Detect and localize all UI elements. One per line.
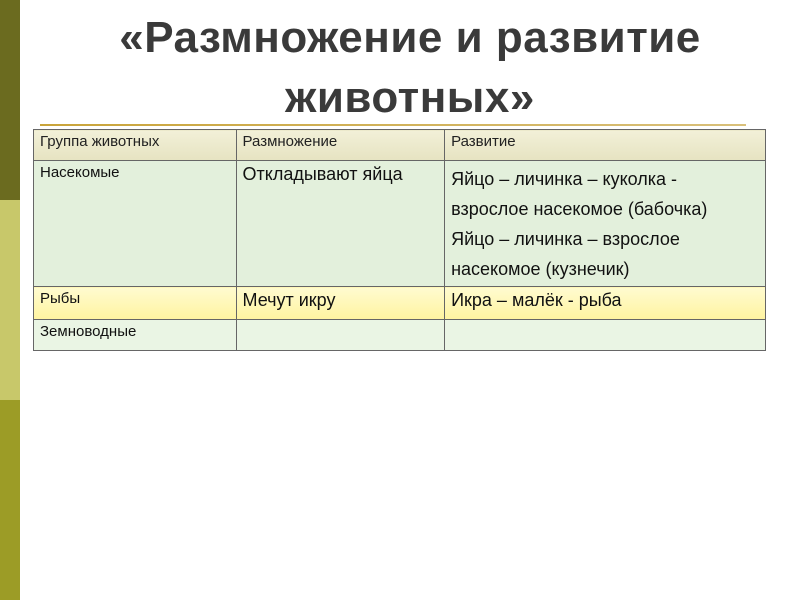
header-development: Развитие [445,130,766,161]
development-line: Яйцо – личинка – взрослое [451,229,680,249]
decorative-band [0,0,20,600]
cell-development: Икра – малёк - рыба [445,287,766,320]
cell-reproduction: Мечут икру [236,287,445,320]
slide-title-line-2: животных» [285,73,535,122]
development-line: насекомое (кузнечик) [451,259,630,279]
band-segment-top [0,0,20,200]
animals-table [33,129,766,351]
cell-group: Насекомые [34,161,237,287]
header-group: Группа животных [34,130,237,161]
band-segment-middle [0,200,20,400]
slide-title-line-1: «Размножение и развитие [119,13,701,62]
cell-reproduction: Откладывают яйца [236,161,445,287]
table-header-row [34,130,766,161]
table-row [34,161,766,287]
cell-development [445,320,766,351]
table-row [34,320,766,351]
cell-group: Рыбы [34,287,237,320]
cell-group: Земноводные [34,320,237,351]
cell-development [445,161,766,287]
band-segment-bottom [0,400,20,600]
development-line: Яйцо – личинка – куколка - [451,169,678,189]
title-divider [40,124,746,126]
slide-title [20,8,800,128]
cell-reproduction [236,320,445,351]
header-reproduction: Размножение [236,130,445,161]
development-line: взрослое насекомое (бабочка) [451,199,708,219]
table-row [34,287,766,320]
